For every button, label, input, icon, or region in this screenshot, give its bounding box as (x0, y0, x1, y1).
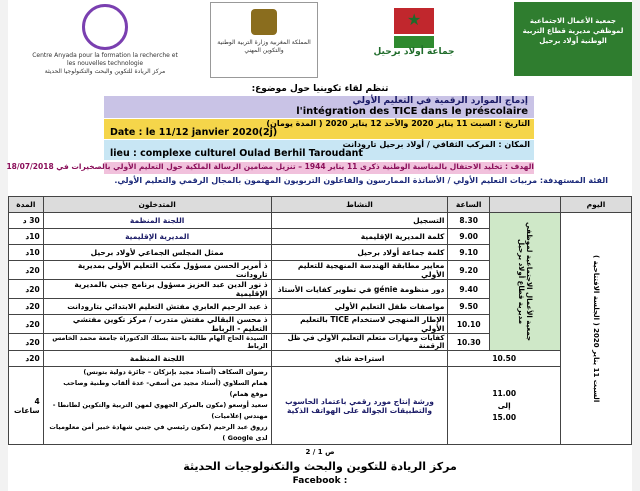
row-duration: 10د (9, 245, 44, 261)
target-line: الفئة المستهدفة: مربيات التعليم الأولي / الأساتذة الممارسون والفاعلون التربويون المهتمون بالمجال الرقمي والتعليم الأولي. (114, 176, 608, 185)
page-number: ص 1 / 2 (305, 448, 335, 456)
meeting-intro: تنظم لقاء تكوينيا حول موضوع: (251, 84, 389, 94)
workshop-time (448, 367, 561, 445)
program-document (8, 0, 632, 491)
ministry-name: المملكة المغربية وزارة التربية الوطنية والتكوين المهني (217, 39, 311, 54)
row-time: 9.20 (448, 261, 490, 280)
title-fr: l'intégration des TICE dans le préscolaire (296, 106, 528, 117)
place-band (104, 140, 534, 160)
workshop-speaker: همام السلاوي (أستاذ مجيد من أسفي- عدة ألقاب وطنية وصاحب موقع همام) (63, 379, 268, 398)
row-activity: التسجيل (271, 213, 448, 229)
row-time: 9.40 (448, 280, 490, 299)
association-logo (514, 2, 632, 76)
row-speaker: ذ نور الدين عبد العزيز مسؤول برنامج جيني بالمديرية الإقليمية (43, 280, 271, 299)
row-activity: استراحة شاي (271, 351, 448, 367)
commune-logo (346, 2, 482, 76)
title-ar: إدماج الموارد الرقمية في التعليم الأولي (352, 96, 528, 106)
row-speaker: ذ محسن البقالي مفتش متدرب / مركز تكوين مفتشي التعليم - الرباط (43, 315, 271, 334)
workshop-time-to: 15.00 (492, 412, 517, 422)
logo-strip (8, 0, 632, 82)
footer-center-name: مركز الريادة للتكوين والبحث والتكنولوجيات الحديثة (183, 460, 457, 473)
day-label: السبت 11 يناير 2020 ( الجلسة الافتتاحية ) (560, 213, 631, 445)
header-speaker: المتدخلون (43, 197, 271, 213)
center-emblem-icon (82, 4, 128, 50)
workshop-duration: 4 ساعات (9, 367, 44, 445)
workshop-row (9, 367, 632, 445)
row-activity: معايير مطابقة الهندسة المنهجية للتعليم الأولي (271, 261, 448, 280)
side-label: جمعية الأعمال الاجتماعية لموظفي مديرية قطاع أولاد برحيل (489, 213, 560, 351)
row-speaker: السيدة الحاج الهام طالبة باحثة بسلك الدكتوراة جامعة محمد الخامس الرباط (43, 334, 271, 351)
row-activity: كلمة جماعة أولاد برحيل (271, 245, 448, 261)
place-fr: lieu : complexe culturel Oulad Berhil Taroudant (110, 148, 363, 159)
row-speaker: ممثل المجلس الجماعي لأولاد برحيل (43, 245, 271, 261)
row-speaker: المديرية الإقليمية (43, 229, 271, 245)
header-time: الساعة (448, 197, 490, 213)
title-band (104, 96, 534, 118)
row-duration: 20د (9, 299, 44, 315)
row-duration: 20د (9, 315, 44, 334)
row-activity: مواصفات طفل التعليم الأولي (271, 299, 448, 315)
place-ar: المكان : المركب الثقافي / أولاد برحيل تارودانت (342, 140, 530, 149)
date-ar: التاريخ : السبت 11 يناير 2020 والأحد 12 يناير 2020 ( المدة يومان) (266, 119, 530, 128)
row-speaker: اللجنة المنظمة (43, 213, 271, 229)
flag-icon (394, 8, 434, 34)
header-activity: النشاط (271, 197, 448, 213)
row-time: 8.30 (448, 213, 490, 229)
date-band (104, 119, 534, 139)
workshop-speaker: زروق عبد الرحيم (مكون رئيسي في جيني شهادة خبير أمن معلوميات لدى Google ) (49, 423, 268, 442)
header-duration: المدة (9, 197, 44, 213)
association-name: جمعية الأعمال الاجتماعية لموظفي مديرية قطاع التربية الوطنية أولاد برحيل (522, 17, 624, 45)
workshop-time-to-label: إلى (497, 400, 511, 410)
row-duration: 20د (9, 280, 44, 299)
row-activity: الإطار المنهجي لاستخدام TICE بالتعليم الأولي (271, 315, 448, 334)
row-time: 10.10 (448, 315, 490, 334)
workshop-activity: ورشة إنتاج مورد رقمي باعتماد الحاسوب والتطبيقات الجوالة على الهواتف الذكية (271, 367, 448, 445)
row-time: 9.00 (448, 229, 490, 245)
row-activity: كفايات ومهارات متعلم التعليم الأولي في ظل الرقمنة (271, 334, 448, 351)
workshop-time-from: 11.00 (492, 388, 517, 398)
row-activity: كلمة المديرية الإقليمية (271, 229, 448, 245)
crest-icon (251, 9, 277, 35)
ministry-logo (210, 2, 318, 78)
center-name-ar: مركز الريادة للتكوين والبحث والتكنولوجيا الحديثة (44, 68, 166, 75)
workshop-speakers (43, 367, 271, 445)
commune-name: جماعة أولاد برحيل (373, 47, 455, 57)
row-duration: 30 د (9, 213, 44, 229)
table-row (9, 213, 632, 229)
facebook-label: Facebook : (292, 476, 348, 486)
center-name-fr: Centre Anyada pour la formation la recherche et les nouvelles technologie (32, 52, 178, 67)
side-header-blank (489, 197, 560, 213)
row-duration: 20د (9, 334, 44, 351)
header-day: اليوم (560, 197, 631, 213)
row-duration: 10د (9, 229, 44, 245)
table-row (9, 351, 632, 367)
row-speaker: ذ أمرير الحسن مسؤول مكتب التعليم الأولي بمديرية تارودانت (43, 261, 271, 280)
center-logo (30, 2, 180, 76)
row-speaker: ذ عبد الرحيم العابري مفتش التعليم الابتدائي بتارودانت (43, 299, 271, 315)
row-duration: 20د (9, 261, 44, 280)
goal-line: الهدف : تخليد الاحتفال بالمناسبة الوطنية ذكرى 11 يناير 1944 – تنزيل مضامين الرسالة الملكية حول التعليم الأولي بالصخيرات في 18/07/2018 (104, 162, 534, 174)
date-fr: Date : le 11/12 janvier 2020(2j) (110, 127, 278, 138)
row-time: 10.50 (448, 351, 561, 367)
row-time: 9.50 (448, 299, 490, 315)
workshop-speaker: سعيد أوسعو (مكون بالمركز الجهوي لمهن التربية والتكوين لطانطا - مهندس إعلاميات) (52, 401, 268, 420)
workshop-speaker: رضوان السكاف (أستاذ مجيد بإنزكان – جائزة دولية بتونس) (83, 368, 268, 376)
row-time: 9.10 (448, 245, 490, 261)
row-activity: دور منظومة génie في تطوير كفايات الأستاذ (271, 280, 448, 299)
row-speaker: اللجنة المنظمة (43, 351, 271, 367)
program-table (8, 196, 632, 445)
row-time: 10.30 (448, 334, 490, 351)
row-duration: 20د (9, 351, 44, 367)
table-header-row (9, 197, 632, 213)
